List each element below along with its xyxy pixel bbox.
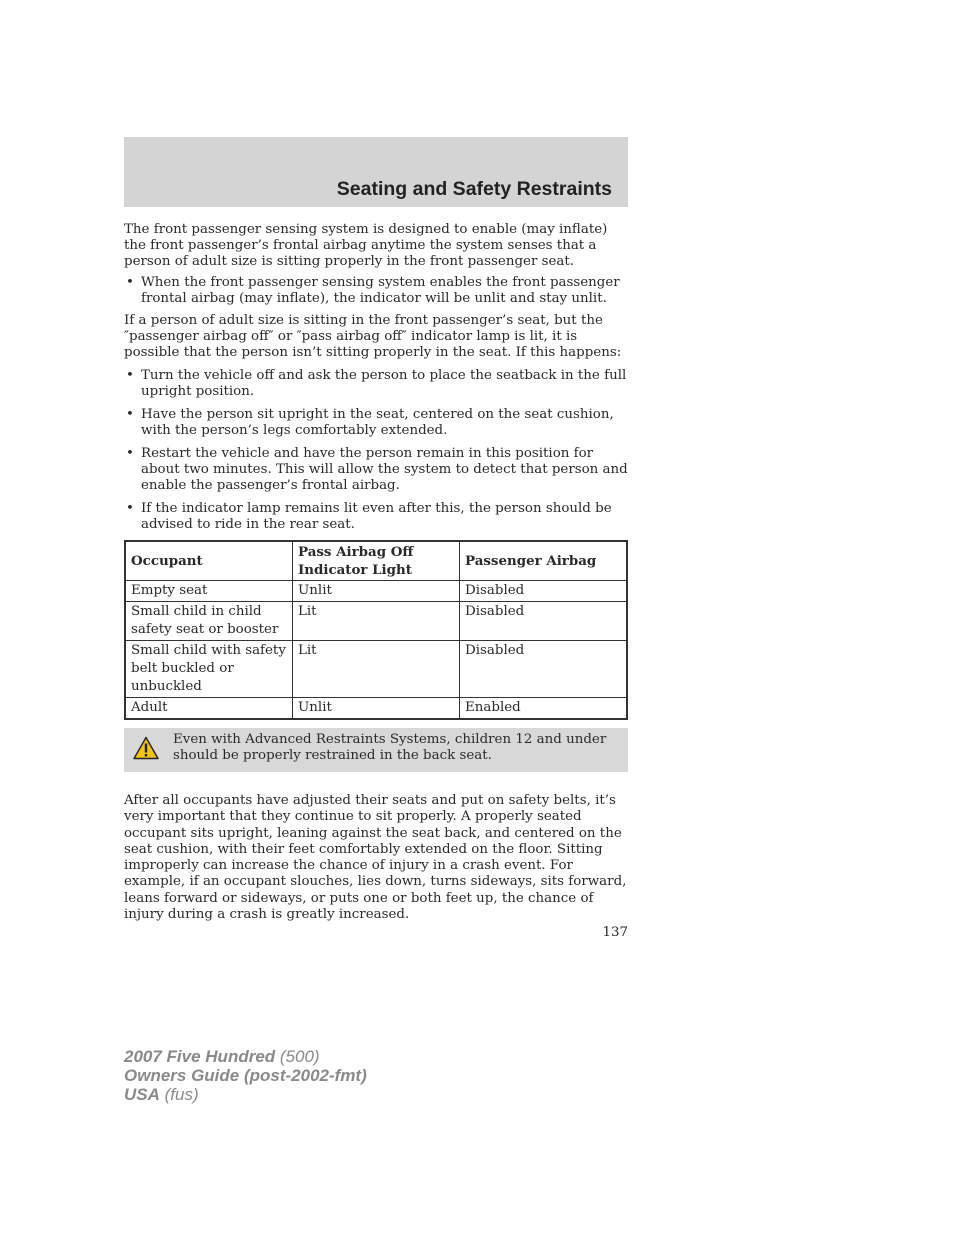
section-header — [124, 137, 628, 207]
footer-model: 2007 Five Hundred — [124, 1047, 276, 1066]
list-item: • When the front passenger sensing system enables the front passenger frontal airbag (may inflate), the indicator will be unlit and stay unlit. — [124, 275, 628, 307]
table-row — [125, 698, 627, 720]
table-cell: Lit — [293, 641, 460, 698]
footer-market-code: (fus) — [164, 1085, 199, 1104]
table-row — [125, 602, 627, 641]
paragraph-3: After all occupants have adjusted their seats and put on safety belts, it’s very important that they continue to sit properly. A properly seated occupant sits upright, leaning against the seat back, and centered on the seat cushion, with their feet comfortably extended on the floor. Sitting improperly can increase the chance of injury in a crash event. For example, if an occupant slouches, lies down, turns sideways, sits forward, leans forward or sideways, or puts one or both feet up, the chance of injury during a crash is greatly increased. — [124, 793, 627, 923]
section-title: Seating and Safety Restraints — [336, 178, 612, 200]
airbag-status-table — [124, 540, 628, 720]
intro-paragraph: The front passenger sensing system is designed to enable (may inflate) the front passenger’s frontal airbag anytime the system senses that a person of adult size is sitting properly in the front passenger seat. — [124, 222, 608, 269]
table-cell: Unlit — [293, 698, 460, 720]
paragraph-2: If a person of adult size is sitting in the front passenger’s seat, but the ″passenger airbag off″ or ″pass airbag off″ indicator lamp is lit, it is possible that the person isn’t sitting properly in the seat. If this happens: — [124, 313, 622, 360]
footer-line-1 — [124, 1047, 367, 1066]
table-cell: Empty seat — [125, 581, 293, 602]
footer-line-3 — [124, 1085, 367, 1104]
table-cell: Disabled — [460, 581, 628, 602]
table-cell: Disabled — [460, 641, 628, 698]
table-cell: Enabled — [460, 698, 628, 720]
list-item: • Turn the vehicle off and ask the person to place the seatback in the full upright position. — [124, 368, 628, 400]
table-header-row — [125, 541, 627, 581]
footer-market: USA — [124, 1085, 160, 1104]
list-item: • Have the person sit upright in the seat, centered on the seat cushion, with the person’s legs comfortably extended. — [124, 407, 628, 439]
footer-model-code: (500) — [279, 1047, 320, 1066]
table-cell: Unlit — [293, 581, 460, 602]
document-footer — [124, 1047, 367, 1104]
bullet-list-1 — [124, 275, 628, 307]
table-cell: Small child with safety belt buckled or unbuckled — [125, 641, 293, 698]
list-item: • If the indicator lamp remains lit even after this, the person should be advised to ride in the rear seat. — [124, 501, 628, 533]
footer-line-2 — [124, 1066, 367, 1085]
footer-guide: Owners Guide (post-2002-fmt) — [124, 1066, 367, 1085]
warning-triangle-icon — [133, 736, 159, 760]
table-cell: Disabled — [460, 602, 628, 641]
table-cell: Lit — [293, 602, 460, 641]
table-row — [125, 641, 627, 698]
column-header-airbag: Passenger Airbag — [460, 541, 628, 581]
warning-text: Even with Advanced Restraints Systems, children 12 and under should be properly restrained in the back seat. — [173, 732, 607, 763]
table-cell: Adult — [125, 698, 293, 720]
list-item: • Restart the vehicle and have the person remain in this position for about two minutes. This will allow the system to detect that person and enable the passenger’s frontal airbag. — [124, 446, 628, 494]
column-header-occupant: Occupant — [125, 541, 293, 581]
table-cell: Small child in child safety seat or booster — [125, 602, 293, 641]
column-header-indicator: Pass Airbag Off Indicator Light — [293, 541, 460, 581]
warning-box — [124, 728, 628, 772]
page-number: 137 — [602, 925, 628, 940]
bullet-list-2 — [124, 368, 628, 533]
table-row — [125, 581, 627, 602]
page-content — [124, 222, 628, 928]
